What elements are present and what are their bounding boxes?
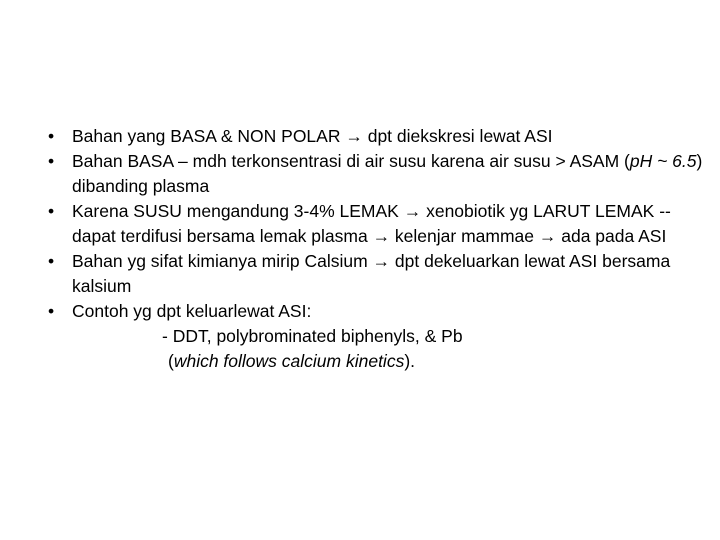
bullet-item-1 [48,124,708,149]
bullet-1-text-a: Bahan yang BASA & NON POLAR [72,126,346,146]
bullet-item-2 [48,149,708,199]
bullet-3-text-b: xenobiotik yg LARUT LEMAK --dapat terdifusi bersama lemak plasma [72,201,671,246]
note-close: ). [404,351,416,371]
bullet-dot-icon: • [48,251,55,271]
arrow-right-icon: → [538,226,557,246]
arrow-right-icon: → [372,251,391,271]
slide-content [48,124,708,374]
bullet-2-text-a: Bahan BASA – mdh terkonsentrasi di air susu karena air susu > ASAM ( [72,151,630,171]
bullet-4-text-b: dpt dekeluarkan lewat ASI bersama kalsium [72,251,671,296]
bullet-4-text-a: Bahan yg sifat kimianya mirip Calsium [72,251,373,271]
bullet-dot-icon: • [48,151,55,171]
bullet-dot-icon: • [48,301,55,321]
bullet-item-5 [48,299,708,374]
note-open-paren: ( [168,351,174,371]
example-substances-line: - DDT, polybrominated biphenyls, & Pb [162,326,463,346]
bullet-3-text-c: kelenjar mammae [390,226,539,246]
bullet-3-text-a: Karena SUSU mengandung 3-4% LEMAK [72,201,404,221]
bullet-item-4 [48,249,708,299]
calcium-kinetics-note [72,349,708,374]
bullet-5-text-a: Contoh yg dpt keluarlewat ASI: [72,301,312,321]
bullet-1-text-b: dpt diekskresi lewat ASI [362,126,553,146]
arrow-right-icon: → [345,126,363,146]
bullet-3-text-d: ada pada ASI [556,226,667,246]
bullet-2-ph-value: pH ~ 6.5 [629,151,697,171]
bullet-2-text-after: ) dibanding plasma [72,151,703,196]
arrow-right-icon: → [372,226,391,246]
bullet-dot-icon: • [48,126,55,146]
arrow-right-icon: → [403,201,422,221]
bullet-dot-icon: • [48,201,55,221]
note-italic-text: which follows calcium kinetics [173,351,405,371]
bullet-item-3 [48,199,708,249]
bullet-list [48,124,708,374]
